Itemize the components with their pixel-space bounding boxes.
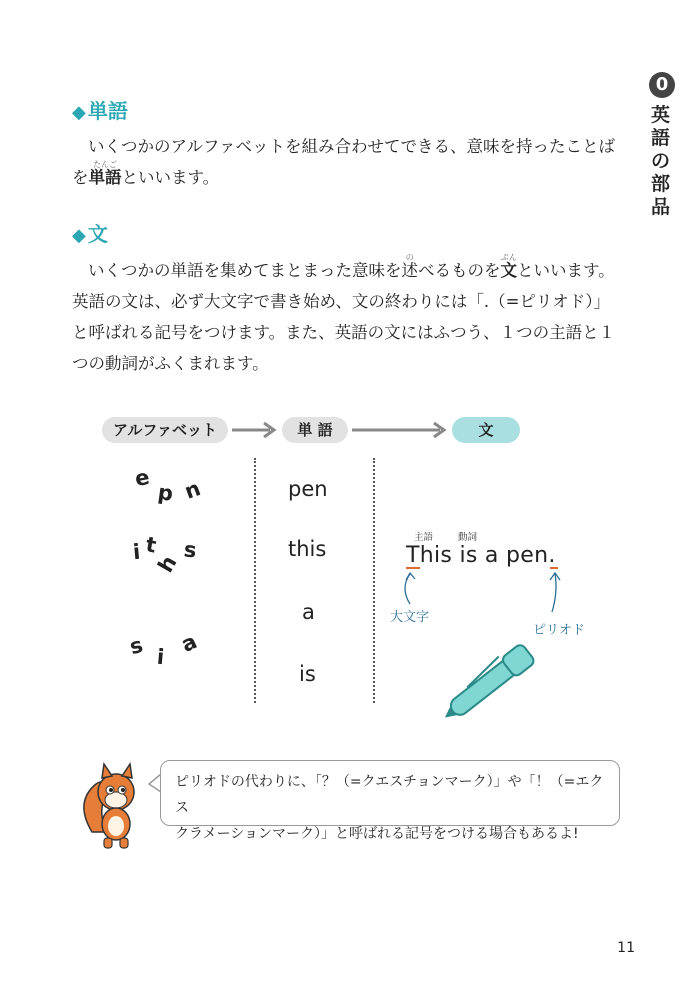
sent-def-b-ruby: の: [405, 253, 414, 262]
letter: e: [133, 464, 152, 492]
sentence-definition-line2: 英語の文は、必ず大文字で書き始め、文の終わりには「.（=ピリオド）」: [72, 292, 610, 311]
word-pen: pen: [288, 477, 328, 501]
sent-def-d-text: 文: [500, 261, 517, 280]
word-def-post: といいます。: [121, 168, 220, 187]
arrow-right-icon: [230, 420, 280, 440]
letter: s: [182, 537, 198, 563]
pill-word: 単 語: [282, 417, 348, 443]
heading-word-text: 単語: [87, 99, 128, 123]
sentence-definition-line4: つの動詞がふくまれます。: [72, 354, 269, 373]
bubble-line2: クラメーションマーク）」と呼ばれる記号をつける場合もあるよ!: [175, 826, 579, 842]
word-definition-line1: いくつかのアルファベットを組み合わせてできる、意味を持ったことば: [88, 137, 616, 156]
letter: i: [131, 539, 142, 565]
letter: n: [181, 476, 204, 504]
sent-def-a: いくつかの単語を集めてまとまった意味を: [88, 261, 402, 280]
sent-def-d-ruby: ぶん: [500, 253, 517, 262]
word-def-pre: を: [72, 168, 89, 187]
letter: p: [156, 480, 175, 506]
sent-def-b-text: 述: [401, 261, 418, 280]
pill-sentence: 文: [452, 417, 520, 443]
letter: t: [143, 532, 159, 558]
bubble-line1: ピリオドの代わりに、「？（=クエスチョンマーク）」や「！（=エクス: [175, 774, 604, 816]
word-definition-line2: [72, 162, 632, 193]
diamond-icon: ◆: [72, 102, 86, 123]
letter: s: [127, 632, 146, 660]
chapter-title-vertical: 英語の部品: [651, 104, 671, 218]
arrow-right-icon: [350, 420, 450, 440]
sent-def-b: [402, 255, 419, 286]
letter: h: [153, 551, 182, 577]
page-number: 11: [617, 940, 635, 956]
pill-alphabet: アルファベット: [102, 417, 228, 443]
sentence-definition-line1: [88, 255, 648, 286]
letter: i: [155, 644, 166, 670]
sent-def-c: べるものを: [418, 261, 501, 280]
letter: a: [177, 629, 201, 657]
period-label: ピリオド: [533, 623, 585, 638]
capital-letter-label: 大文字: [390, 610, 430, 625]
example-sentence: This is a pen.: [406, 543, 556, 568]
pen-icon: [438, 640, 548, 720]
subject-label: 主語: [414, 532, 434, 543]
heading-word: [72, 95, 128, 124]
sent-def-e: といいます。: [517, 261, 615, 280]
speech-bubble: [160, 760, 620, 842]
squirrel-mascot-icon: [78, 762, 148, 850]
diamond-icon: ◆: [72, 225, 86, 246]
word-def-bold: [89, 162, 122, 193]
sent-def-d: [501, 255, 518, 286]
chapter-number-badge: 0: [649, 72, 675, 98]
verb-label: 動詞: [458, 532, 478, 543]
divider: [373, 458, 375, 703]
divider: [254, 458, 256, 703]
word-is: is: [299, 662, 316, 686]
heading-sentence: [72, 218, 108, 247]
chapter-side-tab: [641, 72, 685, 218]
word-this: this: [288, 537, 327, 561]
word-a: a: [302, 600, 315, 624]
heading-sentence-text: 文: [87, 222, 108, 246]
sentence-definition-line3: と呼ばれる記号をつけます。また、英語の文にはふつう、１つの主語と１: [72, 323, 616, 342]
word-def-ruby: たんご: [93, 160, 117, 169]
word-def-bold-text: 単語: [88, 168, 122, 187]
